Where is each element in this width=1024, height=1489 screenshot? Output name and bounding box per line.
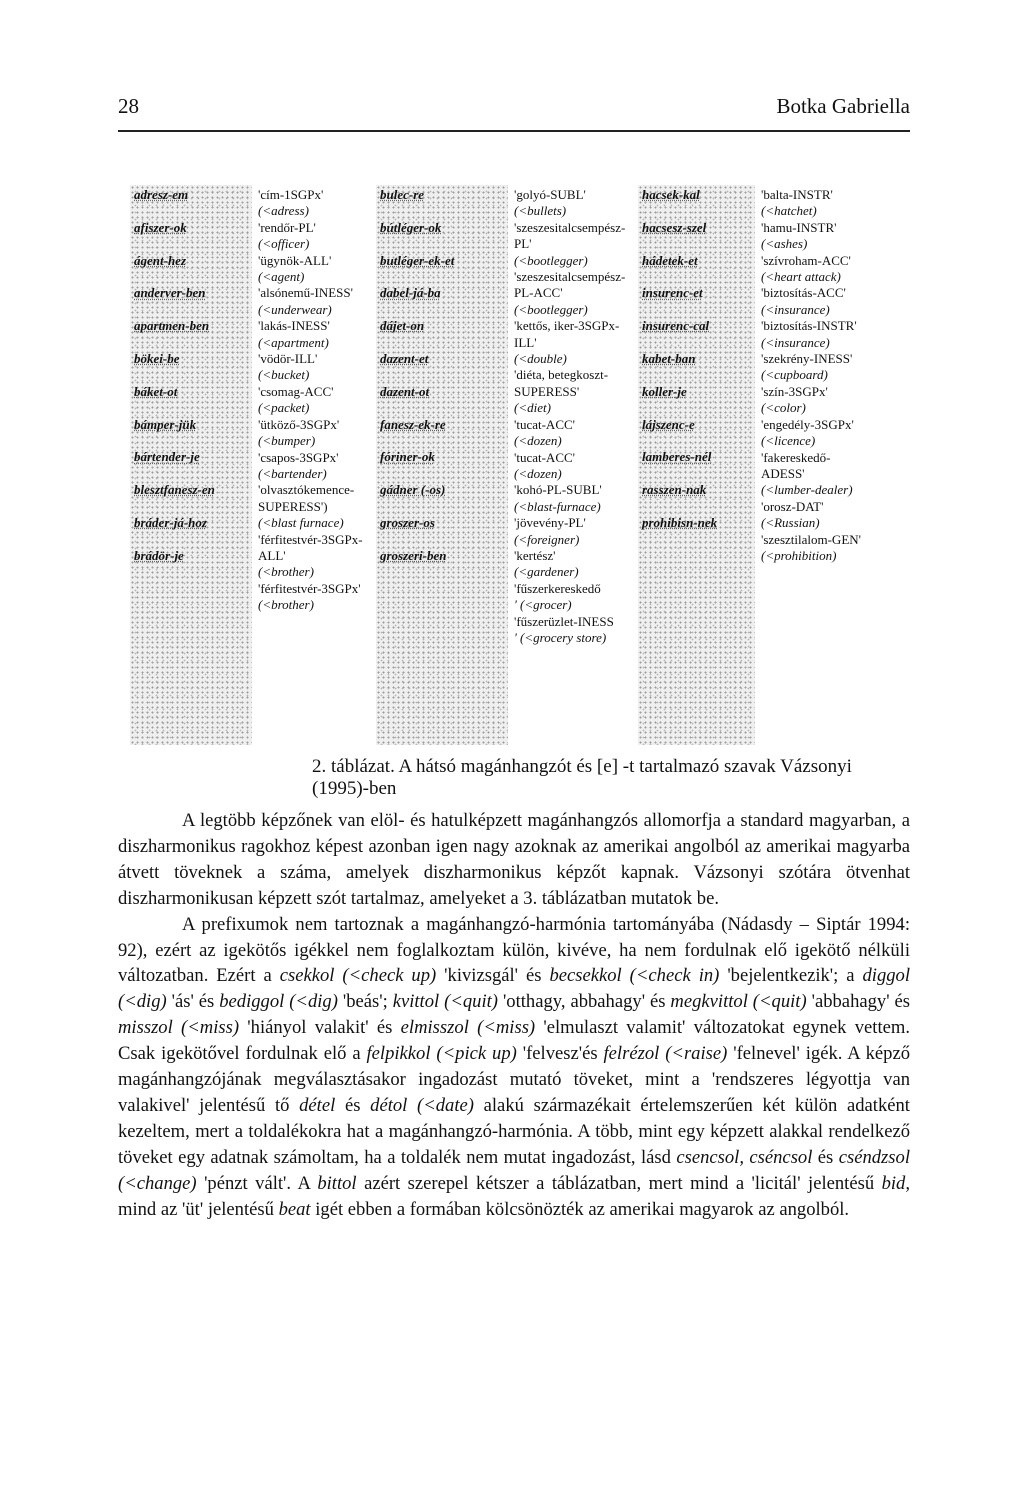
gloss-source-word: (<lumber-dealer) bbox=[761, 482, 853, 498]
word-column-3 bbox=[638, 185, 755, 745]
gloss-source-word: (<double) bbox=[514, 351, 567, 367]
text-run: igét ebben a formában kölcsönözték az amerikai magyarok az angolból. bbox=[310, 1198, 850, 1220]
table-gloss bbox=[258, 482, 376, 531]
caption-number: 2. táblázat. bbox=[312, 756, 395, 777]
gloss-text: 'fűszerüzlet-INESS bbox=[514, 613, 614, 629]
gloss-source-word: (<hatchet) bbox=[761, 203, 817, 219]
gloss-source-word: (<bullets) bbox=[514, 203, 567, 219]
table-word: bráder-já-hoz bbox=[134, 514, 207, 530]
table-gloss bbox=[258, 384, 376, 417]
gloss-text: 'szín-3SGPx' bbox=[761, 383, 828, 399]
gloss-source-word: (<bucket) bbox=[258, 367, 310, 383]
table-gloss bbox=[761, 220, 865, 253]
italic-term: bid, bbox=[881, 1172, 910, 1194]
gloss-source-word: (<color) bbox=[761, 400, 806, 416]
table-gloss bbox=[514, 548, 638, 581]
italic-term: becsekkol (<check in) bbox=[549, 965, 720, 987]
gloss-text: 'alsónemű-INESS' bbox=[258, 285, 353, 301]
italic-term: csencsol, cséncsol bbox=[676, 1146, 813, 1168]
italic-term: détel bbox=[299, 1094, 336, 1116]
gloss-source-word: (<bootlegger) bbox=[514, 301, 588, 317]
table-gloss bbox=[258, 318, 376, 351]
gloss-text: 'orosz-DAT' bbox=[761, 498, 824, 514]
gloss-text: 'jövevény-PL' bbox=[514, 515, 586, 531]
gloss-text: 'kohó-PL-SUBL' bbox=[514, 482, 602, 498]
word-column-2 bbox=[376, 185, 508, 745]
gloss-text: 'engedély-3SGPx' bbox=[761, 416, 854, 432]
gloss-source-word: (<diet) bbox=[514, 400, 551, 416]
table-gloss bbox=[761, 450, 865, 499]
body-text bbox=[118, 808, 910, 1223]
table-word: hádetek-et bbox=[642, 252, 698, 268]
text-run: A prefixumok nem tartoznak a magánhangzó-harmónia tartományába (Nádasdy – Siptár 1994: 92), ezért az igekötős igékkel nem foglalkoztam külön, kivéve, ha nem fordulnak elő igekötő nélküli változatban. Ezért a bbox=[118, 913, 910, 987]
table-gloss bbox=[514, 269, 638, 318]
table-word: hacsek-kal bbox=[642, 187, 700, 202]
text-run: 'ás' és bbox=[166, 991, 220, 1013]
gloss-text: 'biztosítás-INSTR' bbox=[761, 318, 857, 334]
gloss-source-word: (<agent) bbox=[258, 269, 305, 285]
running-header bbox=[118, 94, 910, 132]
text-run: azért szerepel kétszer a táblázatban, mert mind a 'licitál' jelentésű bbox=[356, 1172, 882, 1194]
gloss-text: 'biztosítás-ACC' bbox=[761, 285, 846, 301]
text-run: mind az 'üt' jelentésű bbox=[118, 1198, 279, 1220]
gloss-text: 'csapos-3SGPx' bbox=[258, 449, 339, 465]
text-run: 'felvesz'és bbox=[516, 1043, 604, 1065]
table-word: báket-ot bbox=[134, 383, 178, 399]
table-word: dájet-on bbox=[380, 318, 425, 334]
paragraph-2 bbox=[118, 912, 910, 1223]
table-gloss bbox=[514, 581, 638, 614]
gloss-text: 'hamu-INSTR' bbox=[761, 219, 837, 235]
gloss-source-word: (<foreigner) bbox=[514, 531, 580, 547]
gloss-source-word: (<heart attack) bbox=[761, 269, 841, 285]
gloss-source-word: (<apartment) bbox=[258, 334, 329, 350]
gloss-text: 'ütköző-3SGPx' bbox=[258, 416, 340, 432]
table-word: lamberes-nél bbox=[642, 449, 712, 465]
text-run: 'abbahagy' és bbox=[806, 991, 910, 1013]
table-word: prohibisn-nek bbox=[642, 514, 718, 530]
italic-term: megkvittol (<quit) bbox=[670, 991, 807, 1013]
table-word: groszer-os bbox=[380, 514, 435, 530]
gloss-source-word: (<bartender) bbox=[258, 465, 327, 481]
gloss-source-word: (<blast furnace) bbox=[258, 515, 344, 531]
table-gloss bbox=[258, 285, 376, 318]
gloss-source-word: ' (<grocery store) bbox=[514, 629, 607, 645]
caption-text: A hátsó magánhangzót és [e] -t tartalmazó szavak Vázsonyi (1995)-ben bbox=[312, 756, 852, 799]
table-gloss bbox=[514, 482, 638, 515]
table-gloss bbox=[761, 384, 865, 417]
gloss-column-1 bbox=[252, 185, 376, 745]
table-gloss bbox=[514, 187, 638, 220]
table-word: rasszen-nak bbox=[642, 482, 707, 498]
gloss-text: 'golyó-SUBL' bbox=[514, 187, 586, 202]
table-caption bbox=[312, 756, 912, 800]
gloss-text: 'fűszerkereskedő bbox=[514, 580, 601, 596]
table-gloss bbox=[514, 614, 638, 647]
text-run: 'hiányol valakit' és bbox=[239, 1017, 401, 1039]
table-gloss bbox=[514, 450, 638, 483]
italic-term: diggol (<dig) bbox=[118, 965, 911, 1013]
italic-term: bediggol (<dig) bbox=[219, 991, 338, 1013]
table-word: dazent-ot bbox=[380, 383, 430, 399]
gloss-source-word: (<cupboard) bbox=[761, 367, 828, 383]
text-run: 'kivizsgál' és bbox=[436, 965, 550, 987]
table-word: brádör-je bbox=[134, 547, 184, 563]
table-gloss bbox=[761, 499, 865, 532]
table-gloss bbox=[514, 515, 638, 548]
word-column-1 bbox=[130, 185, 252, 745]
table-gloss bbox=[514, 220, 638, 269]
table-word: bökei-be bbox=[134, 350, 180, 366]
table-word: dazent-et bbox=[380, 350, 429, 366]
gloss-text: 'szeszesitalcsempész-PL-ACC' bbox=[514, 269, 626, 301]
gloss-source-word: (<brother) bbox=[258, 564, 314, 580]
table-word: fóriner-ok bbox=[380, 449, 435, 465]
gloss-text: 'szekrény-INESS' bbox=[761, 351, 853, 367]
gloss-text: 'tucat-ACC' bbox=[514, 416, 576, 432]
gloss-source-word: (<blast-furnace) bbox=[514, 498, 601, 514]
gloss-text: 'tucat-ACC' bbox=[514, 449, 576, 465]
text-run: A legtöbb képzőnek van elöl- és hatulképzett magánhangzós allomorfja a standard magyarban, a diszharmonikus ragokhoz képest azonban igen nagy azoknak az amerikai angolból az amerikai magyarba átvett töveknek a száma, amelyek diszharmonikus képzőt kapnak. Vázsonyi szótára ötvenhat diszharmonikusan képzett szót tartalmaz, amelyeket a 3. táblázatban mutatok be. bbox=[118, 810, 910, 909]
italic-term: misszol (<miss) bbox=[118, 1017, 240, 1039]
paragraph-1 bbox=[118, 808, 910, 912]
table-gloss bbox=[258, 351, 376, 384]
table-word: fanesz-ek-re bbox=[380, 416, 446, 432]
table-word: adresz-em bbox=[134, 187, 189, 202]
gloss-text: 'diéta, betegkoszt-SUPERESS' bbox=[514, 367, 609, 399]
gloss-source-word: (<prohibition) bbox=[761, 547, 837, 563]
gloss-text: 'balta-INSTR' bbox=[761, 187, 833, 202]
table-word: dabel-já-ba bbox=[380, 285, 441, 301]
italic-term: détol (<date) bbox=[370, 1094, 474, 1116]
text-run: 'pénzt vált'. A bbox=[196, 1172, 318, 1194]
table-gloss bbox=[258, 532, 376, 581]
table-gloss bbox=[514, 318, 638, 367]
text-run: 'bejelentkezik'; a bbox=[719, 965, 863, 987]
gloss-text: 'kettős, iker-3SGPx-ILL' bbox=[514, 318, 620, 350]
gloss-source-word: (<insurance) bbox=[761, 334, 830, 350]
table-word: kabet-ban bbox=[642, 350, 696, 366]
gloss-text: 'vödör-ILL' bbox=[258, 351, 318, 367]
table-gloss bbox=[761, 318, 865, 351]
gloss-column-3 bbox=[755, 185, 865, 745]
table-gloss bbox=[258, 450, 376, 483]
table-gloss bbox=[761, 187, 865, 220]
gloss-column-2 bbox=[508, 185, 638, 745]
table-word: insurenc-et bbox=[642, 285, 703, 301]
running-author: Botka Gabriella bbox=[776, 94, 910, 118]
table-word: butléger-ek-et bbox=[380, 252, 455, 268]
table-word: anderver-ben bbox=[134, 285, 206, 301]
gloss-text: 'ügynök-ALL' bbox=[258, 252, 332, 268]
gloss-text: 'lakás-INESS' bbox=[258, 318, 330, 334]
gloss-source-word: (<gardener) bbox=[514, 564, 579, 580]
word-table bbox=[130, 185, 865, 745]
table-gloss bbox=[761, 285, 865, 318]
table-gloss bbox=[258, 417, 376, 450]
text-run: 'elmulaszt valamit' változatokat egynek vettem. Csak igekötővel fordulnak elő a bbox=[118, 1017, 910, 1065]
gloss-source-word: (<bumper) bbox=[258, 433, 316, 449]
gloss-source-word: (<Russian) bbox=[761, 515, 820, 531]
gloss-source-word: (<brother) bbox=[258, 597, 314, 613]
italic-term: felrézol (<raise) bbox=[603, 1043, 728, 1065]
italic-term: csekkol (<check up) bbox=[279, 965, 437, 987]
table-gloss bbox=[761, 253, 865, 286]
table-gloss bbox=[258, 220, 376, 253]
italic-term: bittol bbox=[317, 1172, 357, 1194]
gloss-source-word: ' (<grocer) bbox=[514, 597, 572, 613]
gloss-source-word: (<ashes) bbox=[761, 236, 808, 252]
table-word: blesztfanesz-en bbox=[134, 482, 215, 498]
table-word: lájszenc-e bbox=[642, 416, 695, 432]
table-word: bártender-je bbox=[134, 449, 200, 465]
gloss-source-word: (<dozen) bbox=[514, 465, 562, 481]
table-gloss bbox=[761, 417, 865, 450]
gloss-text: 'rendőr-PL' bbox=[258, 219, 316, 235]
gloss-source-word: (<dozen) bbox=[514, 433, 562, 449]
gloss-text: 'csomag-ACC' bbox=[258, 383, 334, 399]
gloss-source-word: (<adress) bbox=[258, 203, 309, 219]
table-word: bulec-re bbox=[380, 187, 425, 202]
text-run: és bbox=[812, 1146, 839, 1168]
table-word: afiszer-ok bbox=[134, 219, 187, 235]
table-word: koller-je bbox=[642, 383, 687, 399]
text-run: 'beás'; bbox=[337, 991, 393, 1013]
table-gloss bbox=[514, 417, 638, 450]
text-run: alakú származékait értelemszerűen két külön adatként kezeltem, mert a toldalékokra hat a magánhangzó-harmónia. A több, mint egy képzett alakkal rendelkező töveket egy adatnak számoltam, ha a toldalék nem mutat ingadozást, lásd bbox=[118, 1094, 910, 1168]
gloss-source-word: (<bootlegger) bbox=[514, 252, 588, 268]
table-word: groszeri-ben bbox=[380, 547, 447, 563]
gloss-text: 'szívroham-ACC' bbox=[761, 252, 851, 268]
italic-term: kvittol (<quit) bbox=[392, 991, 498, 1013]
table-word: hacsesz-szel bbox=[642, 219, 707, 235]
table-word: ágent-hez bbox=[134, 252, 186, 268]
gloss-text: 'férfitestvér-3SGPx' bbox=[258, 580, 361, 596]
italic-term: cséndzsol (<change) bbox=[118, 1146, 910, 1194]
gloss-text: 'olvasztókemence-SUPERESS') bbox=[258, 482, 355, 514]
gloss-text: 'kertész' bbox=[514, 547, 556, 563]
gloss-source-word: (<underwear) bbox=[258, 301, 332, 317]
table-gloss bbox=[514, 367, 638, 416]
gloss-text: 'szesztilalom-GEN' bbox=[761, 531, 861, 547]
table-word: bámper-jük bbox=[134, 416, 197, 432]
text-run: 'otthagy, abbahagy' és bbox=[498, 991, 671, 1013]
gloss-source-word: (<licence) bbox=[761, 433, 816, 449]
gloss-source-word: (<officer) bbox=[258, 236, 310, 252]
italic-term: elmisszol (<miss) bbox=[400, 1017, 536, 1039]
text-run: és bbox=[335, 1094, 371, 1116]
table-gloss bbox=[761, 351, 865, 384]
table-word: bútléger-ok bbox=[380, 219, 442, 235]
gloss-text: 'cím-1SGPx' bbox=[258, 187, 324, 202]
text-run: 'felnevel' igék. A képző magánhangzójának megválasztásakor ingadozást mutató töveket, mint a 'rendszeres légyottja van valakivel' jelentésű tő bbox=[118, 1043, 910, 1116]
table-word: apartmen-ben bbox=[134, 318, 210, 334]
table-gloss bbox=[761, 532, 865, 565]
table-word: gádner (-os) bbox=[380, 482, 446, 498]
italic-term: felpikkol (<pick up) bbox=[366, 1043, 517, 1065]
gloss-text: 'fakereskedő-ADESS' bbox=[761, 449, 831, 481]
gloss-text: 'szeszesitalcsempész-PL' bbox=[514, 219, 626, 252]
gloss-source-word: (<packet) bbox=[258, 400, 310, 416]
table-gloss bbox=[258, 187, 376, 220]
page-number: 28 bbox=[118, 94, 139, 118]
table-gloss bbox=[258, 253, 376, 286]
italic-term: beat bbox=[278, 1198, 311, 1220]
gloss-source-word: (<insurance) bbox=[761, 301, 830, 317]
table-gloss bbox=[258, 581, 376, 614]
table-word: insurenc-cal bbox=[642, 318, 710, 334]
gloss-text: 'férfitestvér-3SGPx-ALL' bbox=[258, 531, 363, 563]
